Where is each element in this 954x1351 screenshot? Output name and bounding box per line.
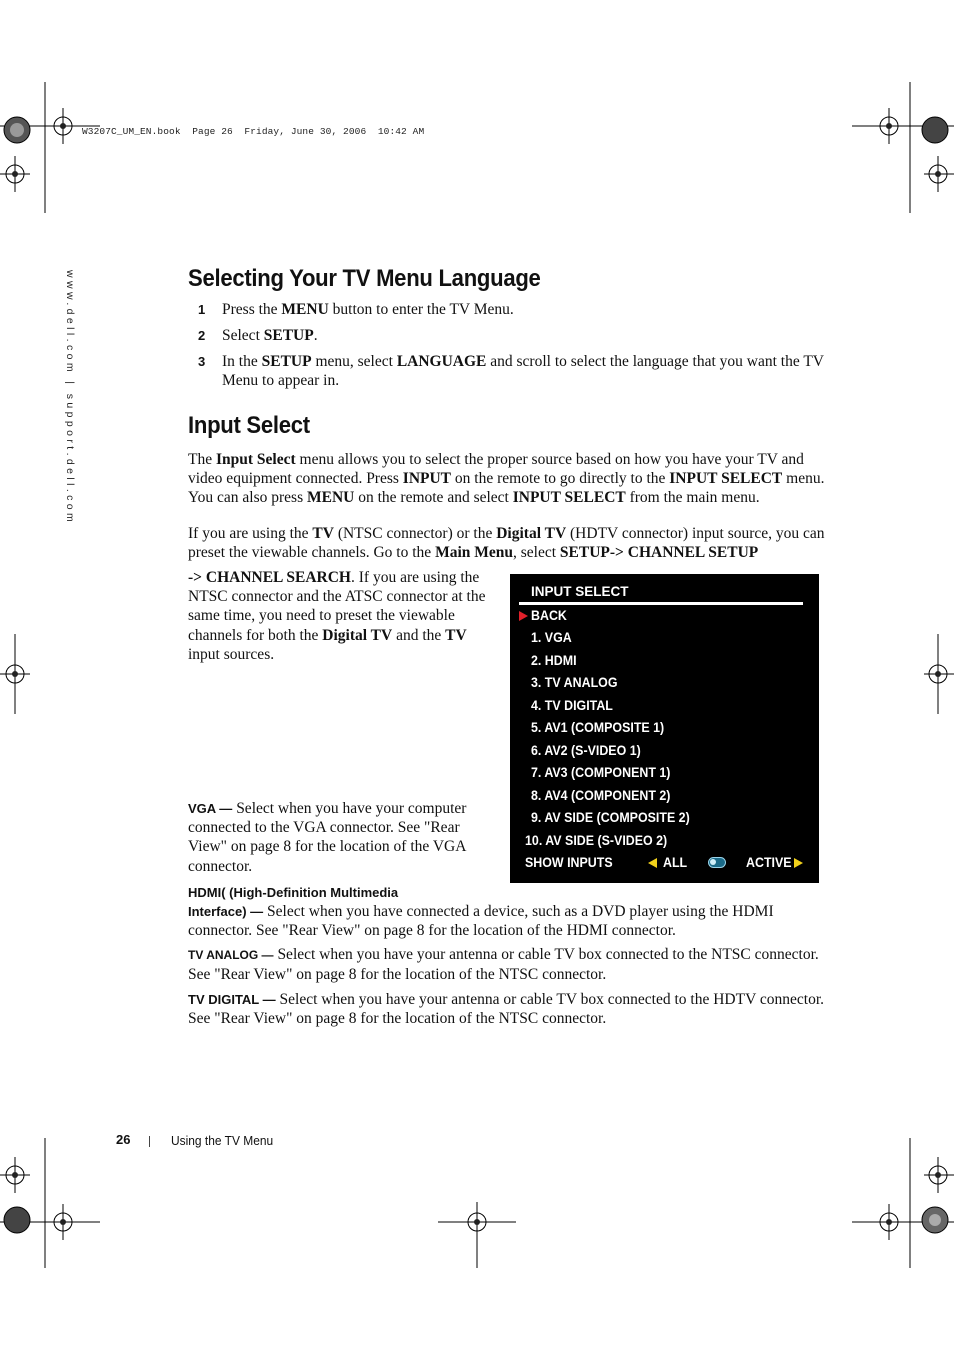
step-text: menu, select	[311, 353, 397, 370]
text: menu allows you to select the proper source based on how you have your TV and video equipment connected. Press	[188, 451, 804, 488]
footer-divider	[149, 1136, 150, 1147]
text: and the	[392, 626, 446, 644]
term-label: HDMI( (High-Definition Multimedia	[188, 885, 399, 900]
vga-paragraph	[188, 799, 498, 876]
left-arrow-icon	[648, 858, 657, 868]
print-header: W3207C_UM_EN.book Page 26 Friday, June 30, 2006 10:42 AM	[82, 126, 425, 137]
step-item	[188, 352, 828, 390]
osd-item-av1: 5. AV1 (COMPOSITE 1)	[531, 720, 665, 735]
step-text: and scroll to select the language that you want the TV Menu to appear in.	[222, 353, 824, 389]
text: on the remote to go directly to the	[451, 470, 670, 488]
osd-item-tv-digital: 4. TV DIGITAL	[531, 698, 613, 713]
step-text: In the	[222, 353, 262, 370]
text: from the main menu.	[625, 489, 760, 507]
text: If you are using the	[188, 525, 313, 542]
step-number: 2	[198, 328, 206, 343]
section-title-input-select: Input Select	[188, 412, 310, 439]
osd-item-vga: 1. VGA	[531, 630, 572, 645]
osd-title: INPUT SELECT	[531, 584, 629, 599]
step-text: .	[313, 327, 318, 344]
step-text: Press the	[222, 301, 282, 318]
intro-paragraph	[188, 450, 828, 508]
step-item	[188, 326, 828, 345]
step-keyword: MENU	[281, 301, 329, 318]
osd-item-av4: 8. AV4 (COMPONENT 2)	[531, 788, 671, 803]
keyword: Main Menu	[435, 544, 513, 562]
step-text: button to enter the TV Menu.	[328, 301, 514, 318]
step-keyword: SETUP	[263, 327, 314, 344]
text: Select when you have your antenna or cable TV box connected to the NTSC connector. See "Rear View" on page 8 for the location of the NTSC connector.	[188, 946, 819, 984]
page-number: 26	[116, 1132, 131, 1147]
side-url: www.dell.com | support.dell.com	[64, 270, 76, 526]
text: Select when you have your computer connected to the VGA connector. See "Rear View" on page 8 for the location of the VGA connector.	[188, 800, 467, 875]
keyword: TV	[312, 525, 334, 542]
text: menu. You can also press	[188, 470, 825, 507]
osd-item-av-side-composite: 9. AV SIDE (COMPOSITE 2)	[531, 810, 690, 825]
term-label: VGA —	[188, 801, 233, 816]
text: Select when you have connected a device, such as a DVD player using the HDMI connector. See "Rear View" on page 8 for the location of the HDMI connector.	[188, 903, 774, 940]
keyword: SETUP-> CHANNEL SETUP	[559, 544, 759, 562]
text: , select	[513, 544, 560, 562]
keyword: MENU	[306, 489, 355, 507]
right-arrow-icon	[794, 858, 803, 868]
keyword: Digital TV	[322, 626, 393, 644]
osd-item-tv-analog: 3. TV ANALOG	[531, 675, 618, 690]
term-label: TV DIGITAL —	[188, 992, 276, 1007]
text: The	[188, 451, 216, 468]
osd-footer-label: SHOW INPUTS	[525, 855, 613, 870]
footer-section-label: Using the TV Menu	[171, 1133, 274, 1148]
keyword: INPUT SELECT	[512, 489, 626, 507]
step-keyword: LANGUAGE	[396, 353, 487, 370]
hdmi-paragraph	[188, 883, 828, 941]
keyword: INPUT	[402, 470, 452, 488]
preset-continued-paragraph	[188, 568, 498, 664]
text: on the remote and select	[354, 489, 513, 507]
osd-footer-active: ACTIVE	[746, 855, 792, 870]
preset-paragraph	[188, 524, 828, 562]
section-title-language: Selecting Your TV Menu Language	[188, 265, 541, 292]
term-label: Interface) —	[188, 904, 264, 920]
step-number: 3	[198, 354, 206, 369]
osd-item-av-side-svideo: 10. AV SIDE (S-VIDEO 2)	[525, 833, 668, 848]
input-select-osd-screenshot	[510, 574, 819, 883]
tv-digital-paragraph	[188, 990, 828, 1028]
osd-item-back: BACK	[531, 608, 567, 623]
keyword: -> CHANNEL SEARCH	[188, 569, 351, 586]
keyword: INPUT SELECT	[669, 470, 783, 488]
tv-analog-paragraph	[188, 945, 828, 984]
osd-item-av3: 7. AV3 (COMPONENT 1)	[531, 765, 671, 780]
step-text: Select	[222, 327, 264, 344]
term-label: TV ANALOG —	[188, 948, 274, 962]
osd-item-hdmi: 2. HDMI	[531, 653, 577, 668]
text: Select when you have your antenna or cable TV box connected to the HDTV connector. See "Rear View" on page 8 for the location of the NTSC connector.	[188, 991, 824, 1028]
toggle-icon	[708, 857, 726, 868]
osd-divider	[519, 602, 803, 605]
osd-item-av2: 6. AV2 (S-VIDEO 1)	[531, 743, 641, 758]
text: input sources.	[188, 645, 275, 663]
keyword: Input Select	[215, 451, 296, 468]
text: . If you are using the NTSC connector and the ATSC connector at the same time, you need to preset the viewable channels for both the	[188, 569, 486, 644]
keyword: Digital TV	[496, 525, 567, 542]
selection-arrow-icon	[519, 611, 528, 621]
text: (NTSC connector) or the	[333, 525, 497, 542]
step-keyword: SETUP	[261, 353, 312, 370]
steps-list	[188, 300, 828, 397]
text: (HDTV connector) input source, you can preset the viewable channels. Go to the	[188, 525, 825, 562]
keyword: TV	[445, 626, 467, 644]
step-number: 1	[198, 302, 206, 317]
osd-footer-all: ALL	[663, 855, 688, 870]
step-item	[188, 300, 828, 319]
